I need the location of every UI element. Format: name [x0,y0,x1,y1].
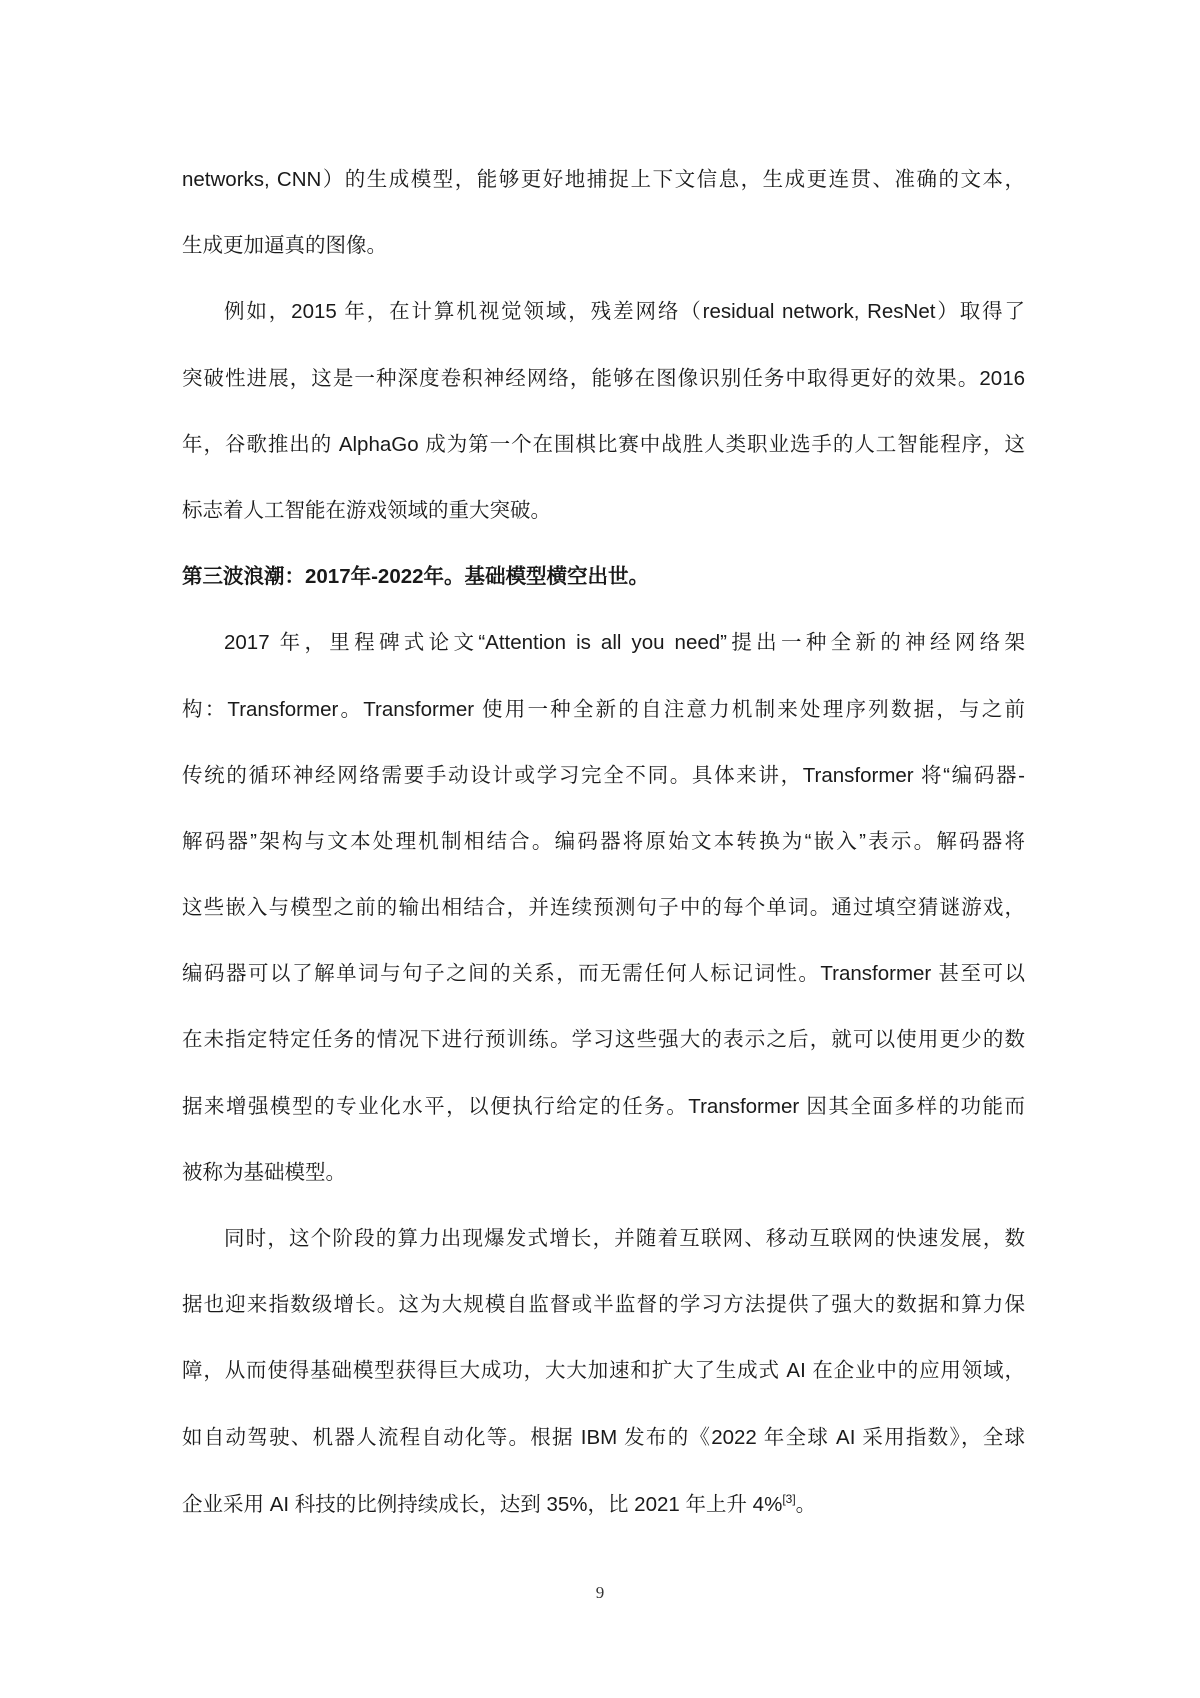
text-line: networks, CNN）的生成模型，能够更好地捕捉上下文信息，生成更连贯、准确的文本， [182,168,1025,191]
text-line: 编码器可以了解单词与句子之间的关系，而无需任何人标记词性。Transformer 甚至可以 [182,962,1025,986]
text-line: 2017 年，里程碑式论文“Attention is all you need”提出一种全新的神经网络架 [224,631,1025,655]
final-line-text: 企业采用 AI 科技的比例持续成长，达到 35%，比 2021 年上升 4% [182,1493,783,1516]
citation-ref[interactable]: [3] [782,1492,796,1506]
text-line: 生成更加逼真的图像。 [182,234,387,258]
text-line: 如自动驾驶、机器人流程自动化等。根据 IBM 发布的《2022 年全球 AI 采用指数》，全球 [182,1425,1025,1449]
text-line: 解码器”架构与文本处理机制相结合。编码器将原始文本转换为“嵌入”表示。解码器将 [182,829,1025,853]
section-heading: 第三波浪潮：2017年-2022年。基础模型横空出世。 [182,565,650,589]
text-line: 标志着人工智能在游戏领域的重大突破。 [182,498,551,522]
text-line: 年，谷歌推出的 AlphaGo 成为第一个在围棋比赛中战胜人类职业选手的人工智能程序，这 [182,432,1025,456]
text-line-final [182,1472,1025,1538]
text-line: 在未指定特定任务的情况下进行预训练。学习这些强大的表示之后，就可以使用更少的数 [182,1028,1025,1052]
text-line: 据也迎来指数级增长。这为大规模自监督或半监督的学习方法提供了强大的数据和算力保 [182,1293,1025,1317]
text-line: 障，从而使得基础模型获得巨大成功，大大加速和扩大了生成式 AI 在企业中的应用领域， [182,1359,1025,1383]
text-line: 被称为基础模型。 [182,1160,346,1184]
final-line-end: 。 [795,1493,817,1516]
text-line: 突破性进展，这是一种深度卷积神经网络，能够在图像识别任务中取得更好的效果。2016 [182,366,1025,390]
page-number: 9 [595,1583,605,1602]
text-line: 同时，这个阶段的算力出现爆发式增长，并随着互联网、移动互联网的快速发展，数 [224,1227,1025,1250]
text-line: 这些嵌入与模型之前的输出相结合，并连续预测句子中的每个单词。通过填空猜谜游戏， [182,896,1025,920]
text-line: 据来增强模型的专业化水平，以便执行给定的任务。Transformer 因其全面多样的功能而 [182,1094,1025,1118]
text-line: 例如，2015 年，在计算机视觉领域，残差网络（residual network, ResNet）取得了 [224,300,1025,324]
text-line: 构：Transformer。Transformer 使用一种全新的自注意力机制来处理序列数据，与之前 [182,697,1025,721]
text-line: 传统的循环神经网络需要手动设计或学习完全不同。具体来讲，Transformer 将“编码器- [182,763,1025,787]
body-text [182,147,1025,1471]
